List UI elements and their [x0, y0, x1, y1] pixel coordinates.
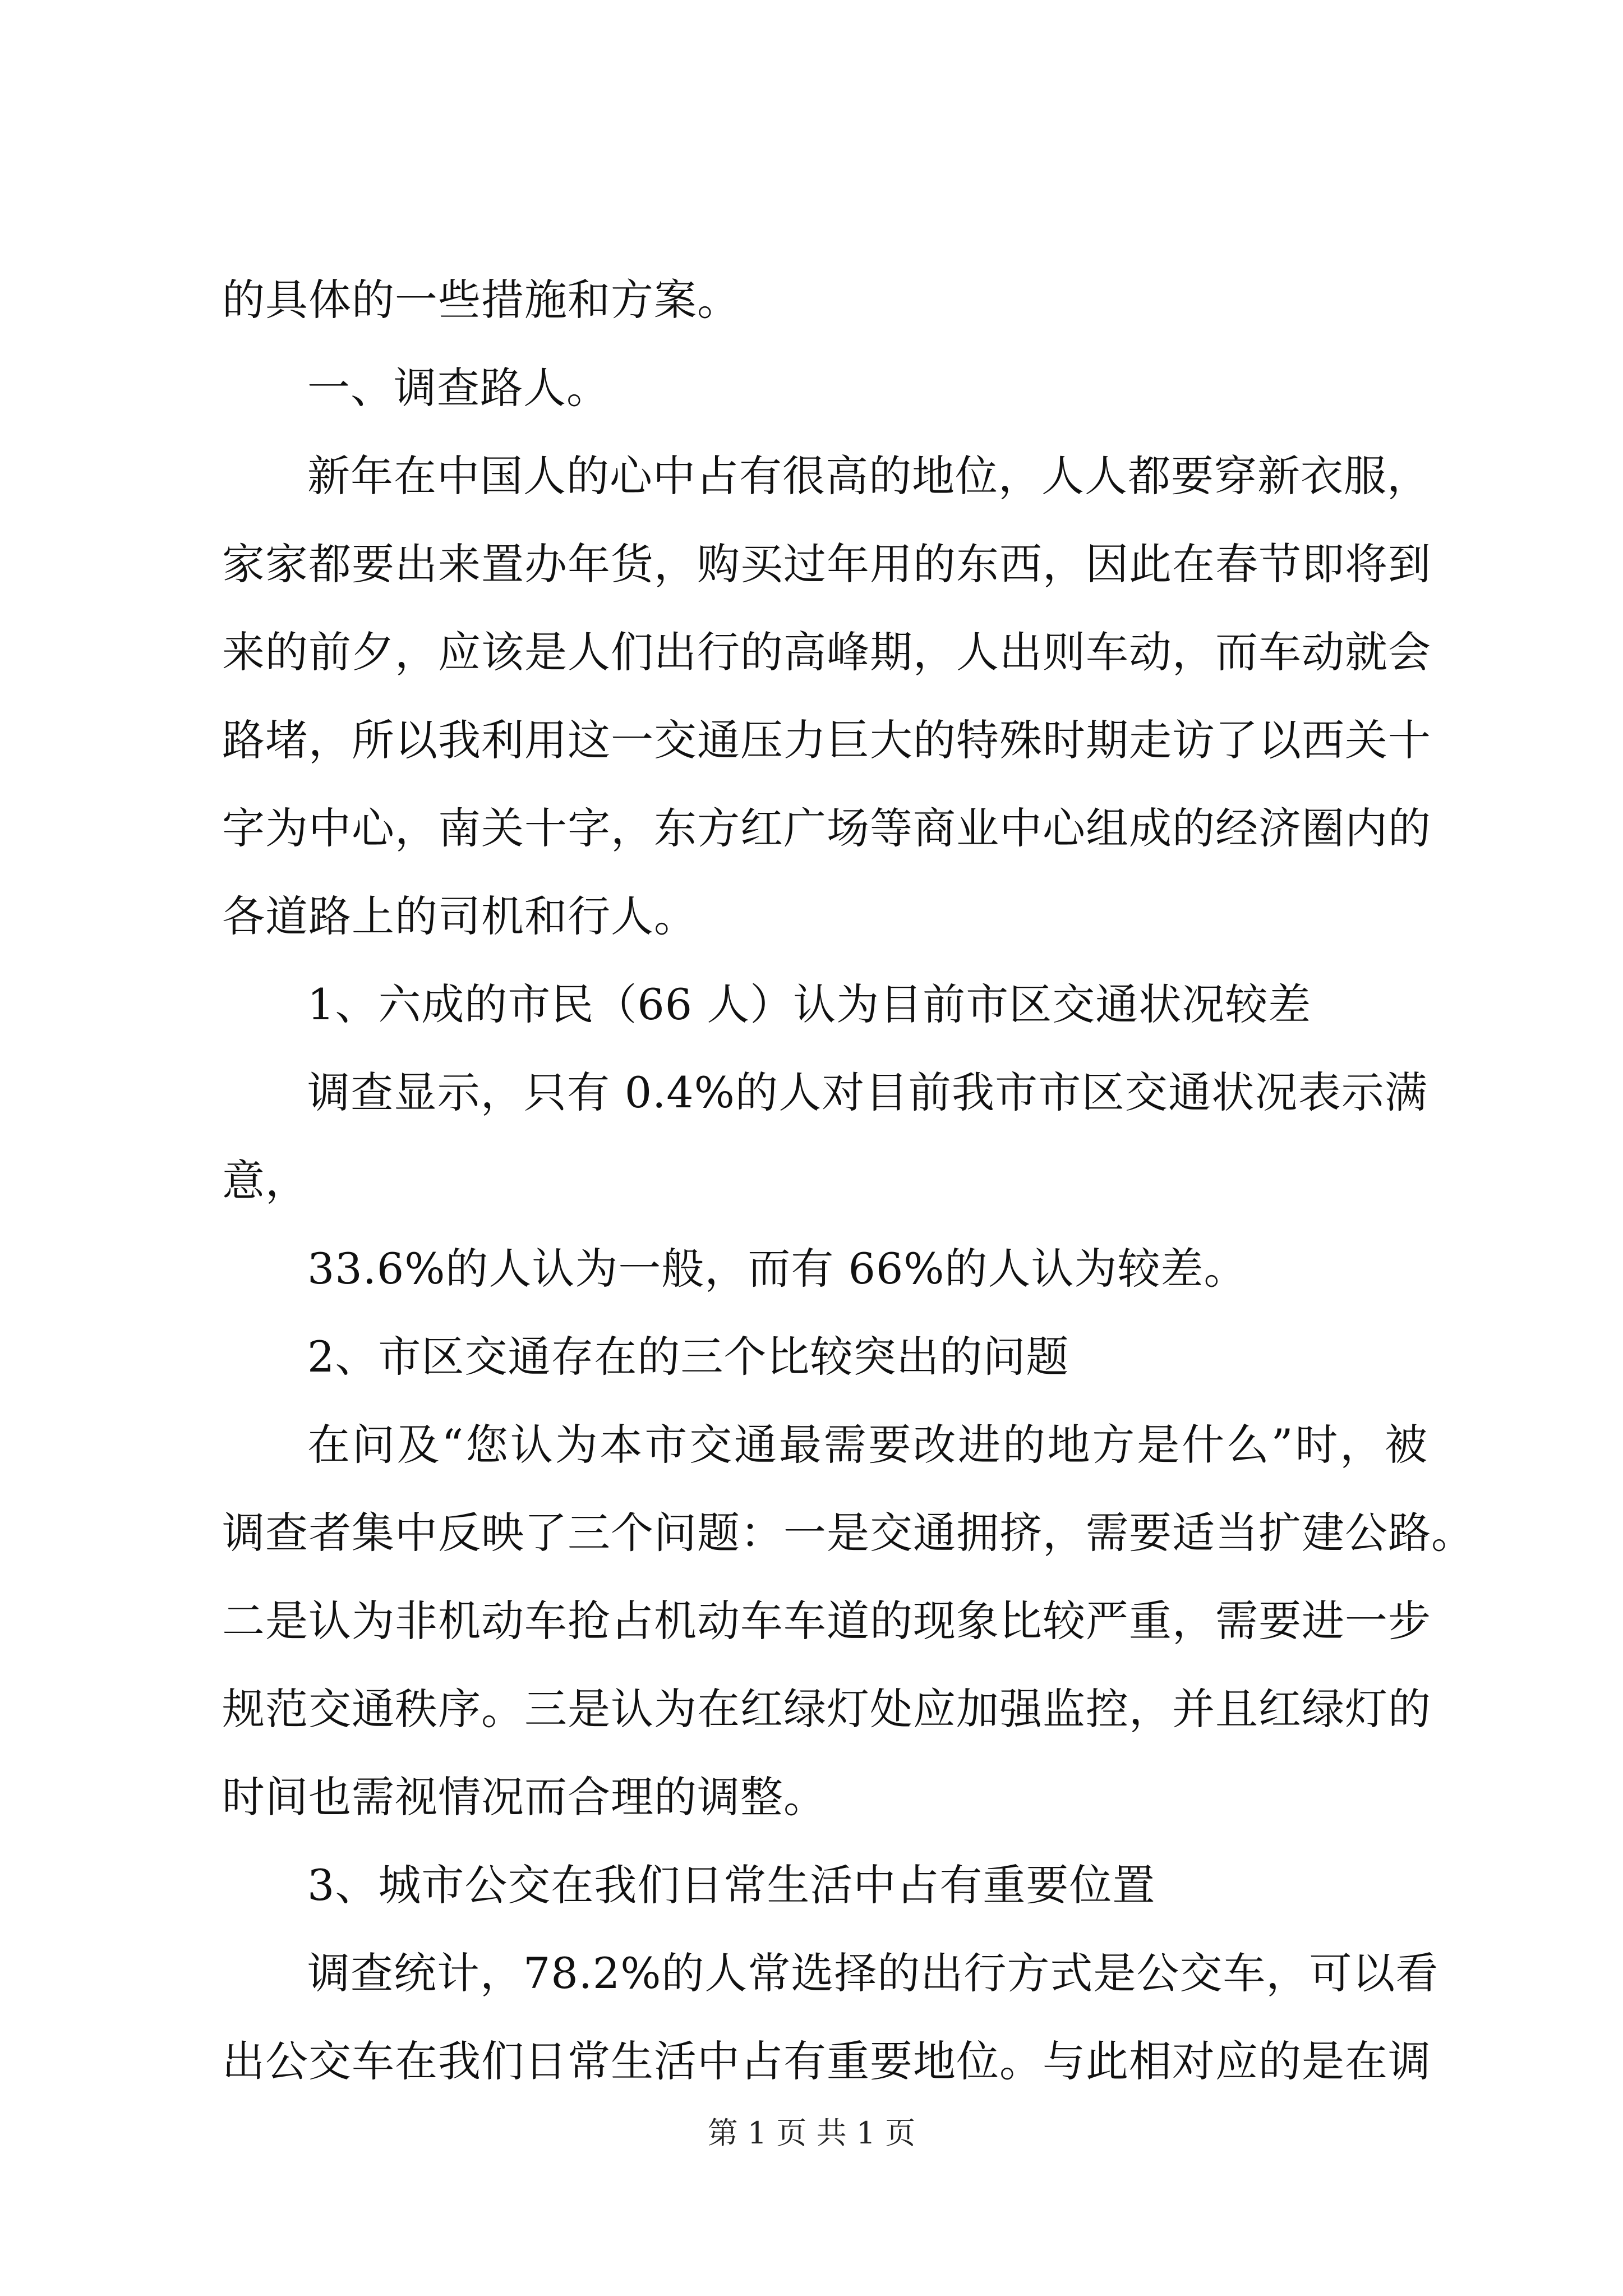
text-line: 来的前夕，应该是人们出行的高峰期，人出则车动，而车动就会 — [222, 627, 1431, 677]
page-footer — [0, 2109, 1623, 2152]
text-line: 路堵，所以我利用这一交通压力巨大的特殊时期走访了以西关十 — [222, 715, 1431, 765]
text-line: 字为中心，南关十字，东方红广场等商业中心组成的经济圈内的 — [222, 803, 1431, 853]
text-line: 33.6%的人认为一般，而有 66%的人认为较差。 — [307, 1244, 1247, 1294]
text-line: 调查显示，只有 0.4%的人对目前我市市区交通状况表示满 — [307, 1068, 1428, 1117]
text-line: 家家都要出来置办年货，购买过年用的东西，因此在春节即将到 — [222, 539, 1431, 589]
text-line: 的具体的一些措施和方案。 — [222, 275, 740, 325]
text-line: 规范交通秩序。三是认为在红绿灯处应加强监控，并且红绿灯的 — [222, 1684, 1431, 1734]
text-line: 意， — [222, 1156, 308, 1205]
text-line: 时间也需视情况而合理的调整。 — [222, 1772, 827, 1822]
subsection-heading: 3、城市公交在我们日常生活中占有重要位置 — [307, 1860, 1156, 1910]
text-line: 新年在中国人的心中占有很高的地位，人人都要穿新衣服， — [307, 451, 1430, 501]
text-line: 出公交车在我们日常生活中占有重要地位。与此相对应的是在调 — [222, 2036, 1431, 2086]
page-number: 第 1 页 共 1 页 — [707, 2115, 916, 2151]
section-heading: 一、调查路人。 — [307, 363, 610, 413]
text-line: 各道路上的司机和行人。 — [222, 891, 697, 941]
text-line: 调查统计，78.2%的人常选择的出行方式是公交车，可以看 — [307, 1948, 1439, 1998]
document-body — [222, 270, 1474, 2120]
text-line: 调查者集中反映了三个问题：一是交通拥挤，需要适当扩建公路。 — [222, 1508, 1474, 1558]
text-line: 在问及“您认为本市交通最需要改进的地方是什么”时，被 — [307, 1420, 1428, 1470]
subsection-heading: 1、六成的市民（66 人）认为目前市区交通状况较差 — [307, 979, 1312, 1029]
subsection-heading: 2、市区交通存在的三个比较突出的问题 — [307, 1332, 1069, 1382]
text-line: 二是认为非机动车抢占机动车车道的现象比较严重，需要进一步 — [222, 1596, 1431, 1646]
